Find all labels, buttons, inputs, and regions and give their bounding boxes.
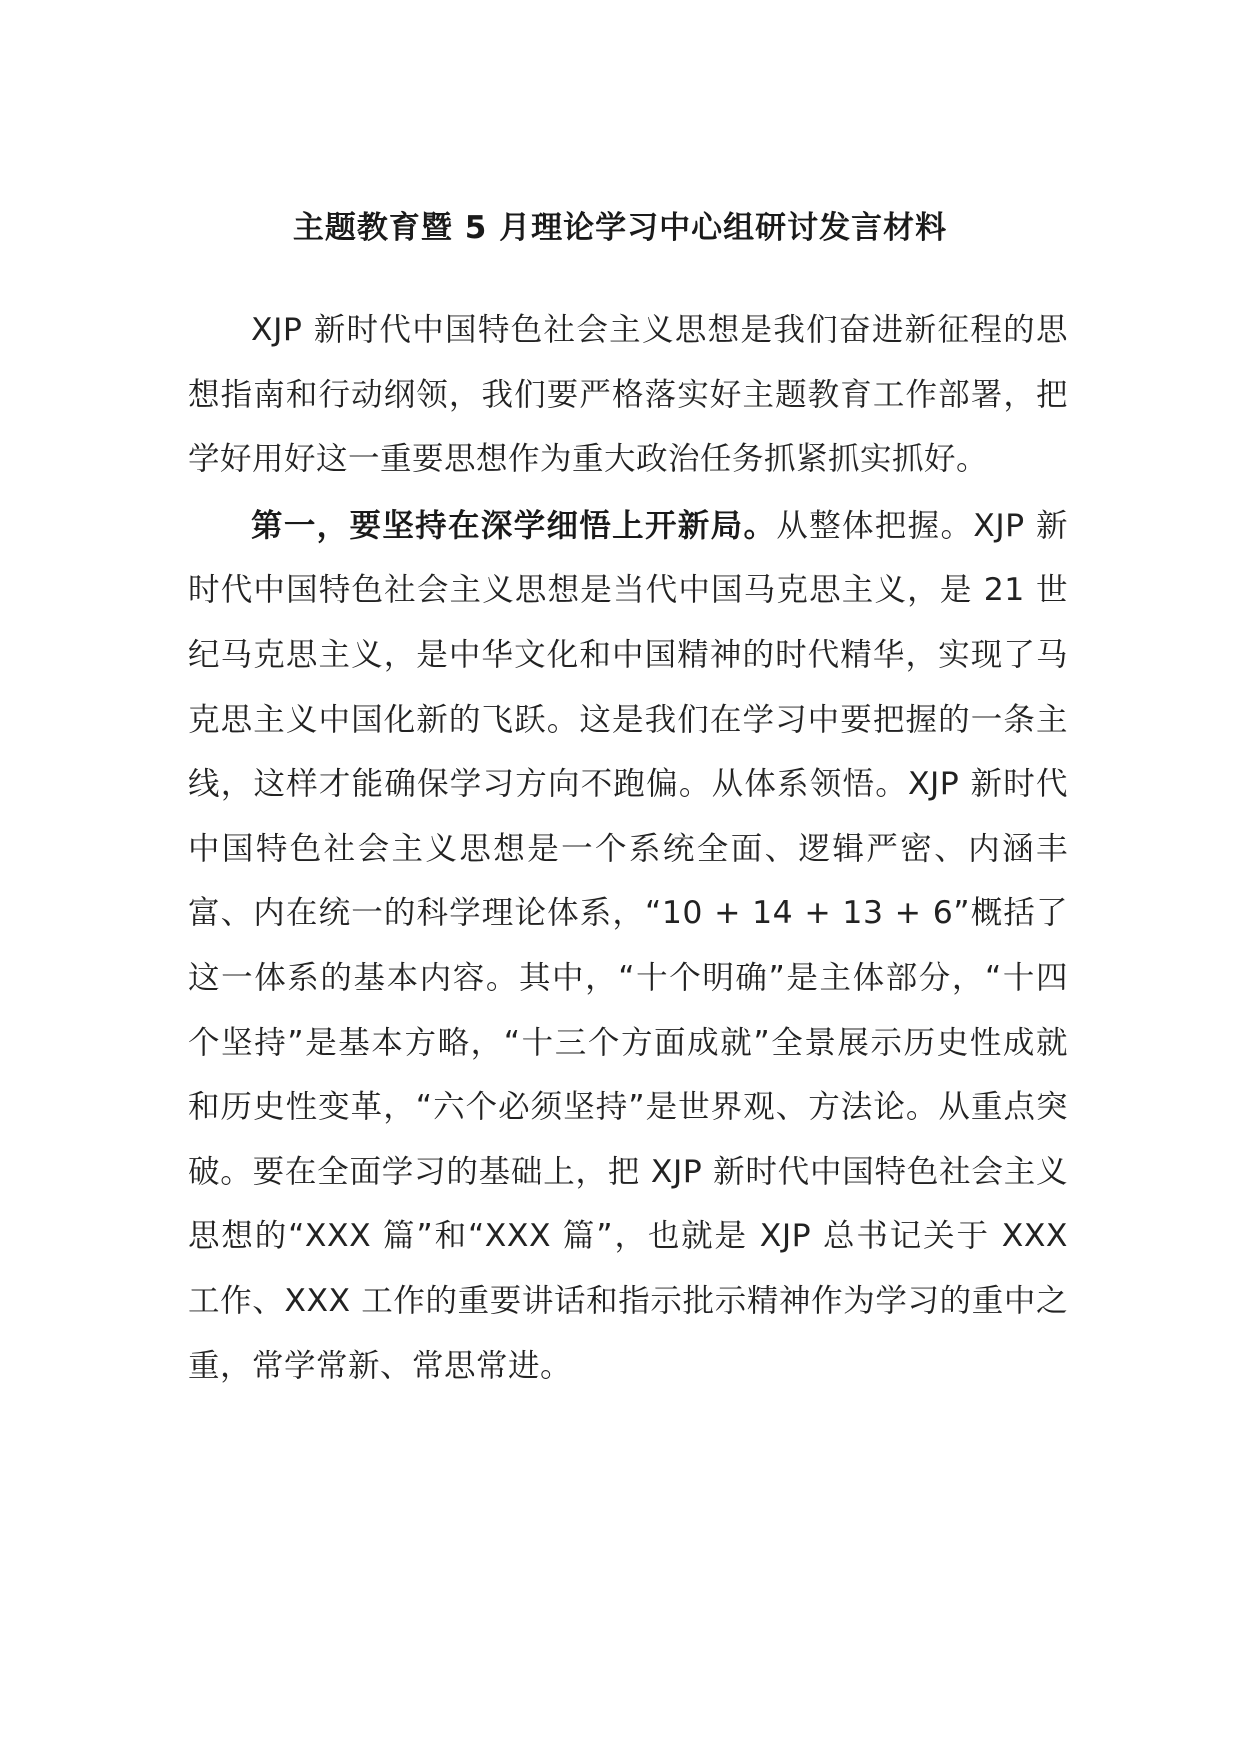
paragraph-lead-heading: 第一，要坚持在深学细悟上开新局。 (251, 507, 777, 544)
paragraph-text: 从整体把握。XJP 新时代中国特色社会主义思想是当代中国马克思主义，是 21 世纪马克思主义，是中华文化和中国精神的时代精华，实现了马克思主义中国化新的飞跃。这是我们在学习中要把握的一条主线，这样才能确保学习方向不跑偏。从体系领悟。XJP 新时代中国特色社会主义思想是一个系统全面、逻辑严密、内涵丰富、内在统一的科学理论体系，“10 + 14 + 13 + 6”概括了这一体系的基本内容。其中，“十个明确”是主体部分，“十四个坚持”是基本方略，“十三个方面成就”全景展示历史性成就和历史性变革，“六个必须坚持”是世界观、方法论。从重点突破。要在全面学习的基础上，把 XJP 新时代中国特色社会主义思想的“XXX 篇”和“XXX 篇”，也就是 XJP 总书记关于 XXX 工作、XXX 工作的重要讲话和指示批示精神作为学习的重中之重，常学常新、常思常进。 (188, 507, 1068, 1384)
paragraph-first-point (188, 494, 1068, 1398)
document-title: 主题教育暨 5 月理论学习中心组研讨发言材料 (292, 210, 948, 246)
paragraph-text: XJP 新时代中国特色社会主义思想是我们奋进新征程的思想指南和行动纲领，我们要严格落实好主题教育工作部署，把学好用好这一重要思想作为重大政治任务抓紧抓实抓好。 (188, 312, 1068, 478)
paragraph-intro (188, 298, 1068, 492)
document-body (188, 298, 1068, 1400)
